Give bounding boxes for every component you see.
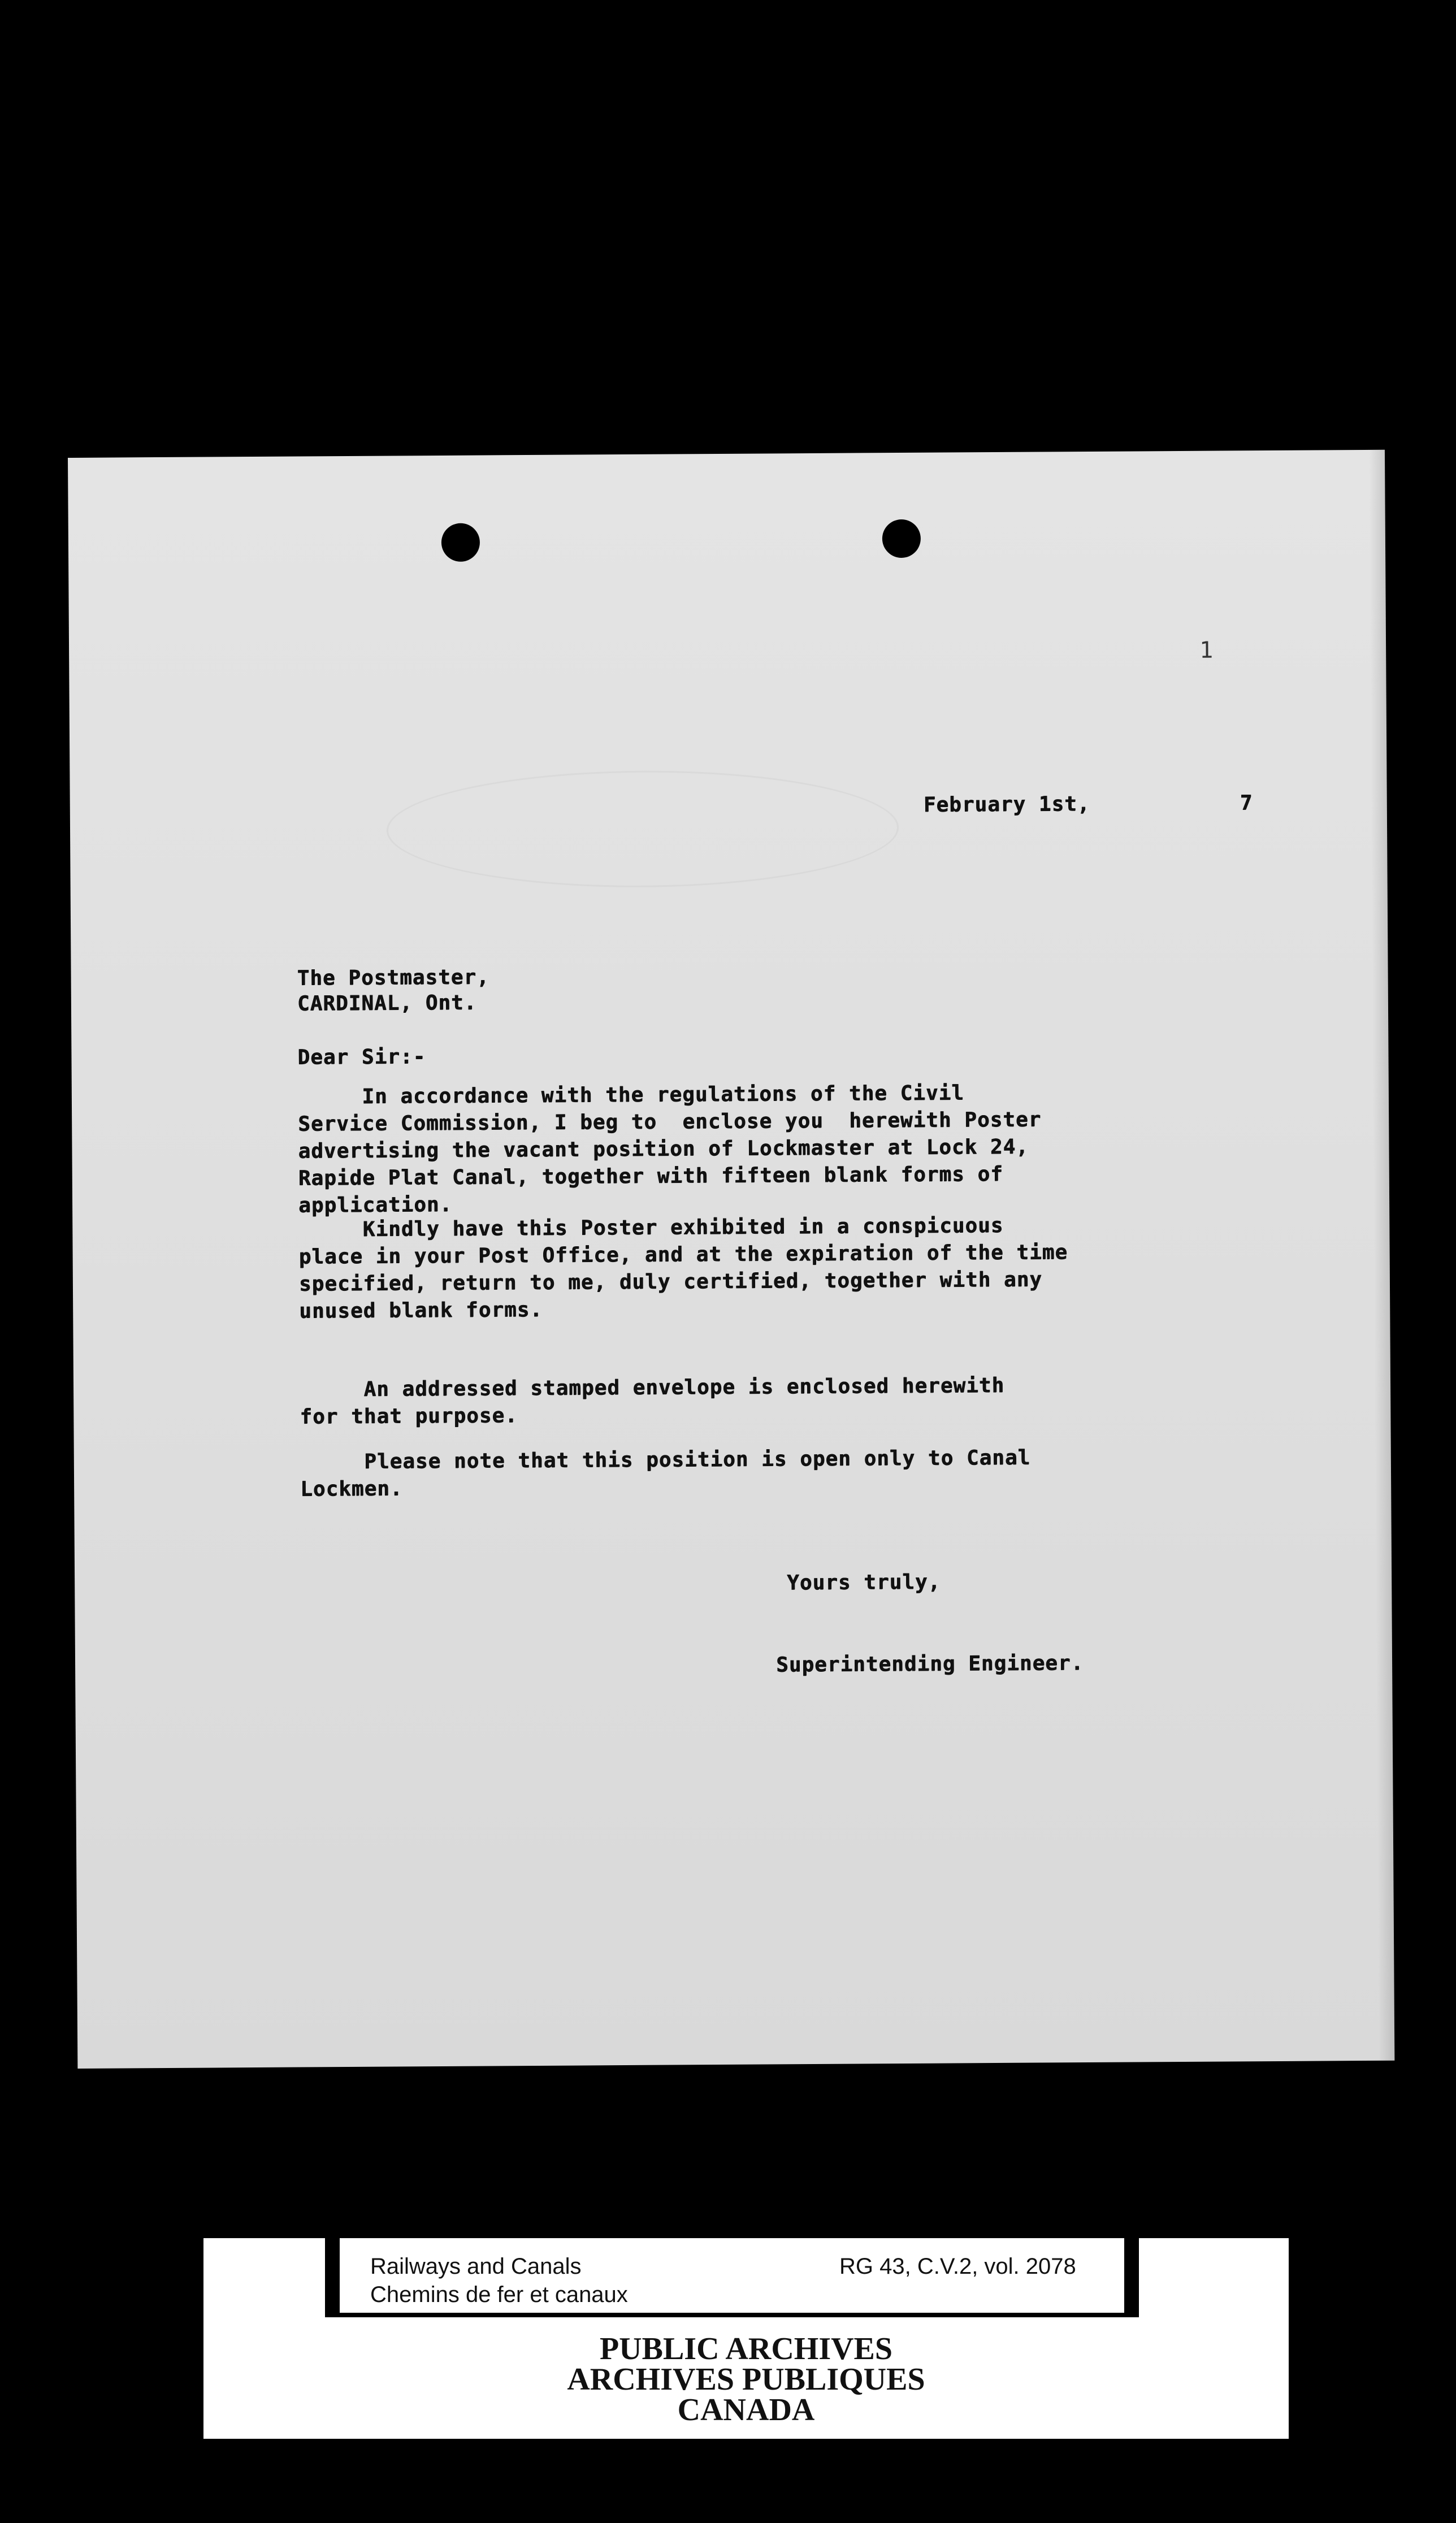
paragraph-line: Please note that this position is open only to Canal [300,1446,1031,1474]
paragraph-line: application. [298,1193,453,1217]
letter-date: February 1st, [923,792,1090,817]
paragraph-line: unused blank forms. [299,1298,543,1323]
fonds-name-english: Railways and Canals [370,2254,582,2279]
archives-label [203,2238,1289,2439]
punch-hole-left [441,523,480,562]
letter-year-digit: 7 [1240,791,1253,815]
page-mark: 1 [1199,637,1214,664]
archives-title-french: ARCHIVES PUBLIQUES [567,2362,925,2397]
body-paragraph-1 [298,1080,1042,1220]
recipient-title: The Postmaster, [297,965,489,990]
paragraph-line: for that purpose. [300,1404,518,1429]
faint-watermark [386,769,899,889]
paragraph-line: An addressed stamped envelope is enclosed herewith [299,1373,1005,1402]
paragraph-line: Rapide Plat Canal, together with fifteen blank forms of [298,1162,1003,1190]
paragraph-line: Kindly have this Poster exhibited in a conspicuous [298,1213,1004,1242]
letter-sheet [68,450,1394,2069]
letter-closing: Yours truly, [787,1570,941,1595]
signature-title: Superintending Engineer. [775,1651,1084,1677]
archival-reference: RG 43, C.V.2, vol. 2078 [839,2254,1076,2279]
paragraph-line: Lockmen. [300,1477,403,1501]
body-paragraph-4 [300,1445,1031,1503]
paragraph-line: In accordance with the regulations of the Civil [297,1081,965,1109]
fonds-name-french: Chemins de fer et canaux [370,2282,628,2307]
archives-reference-box [325,2238,1139,2317]
salutation: Dear Sir:- [297,1045,426,1069]
body-paragraph-3 [300,1372,1005,1431]
paragraph-line: place in your Post Office, and at the expiration of the time [298,1241,1068,1269]
paragraph-line: specified, return to me, duly certified, together with any [298,1268,1043,1296]
recipient-location: CARDINAL, Ont. [297,991,477,1016]
archives-title-country: CANADA [677,2392,815,2427]
paragraph-line: advertising the vacant position of Lockmaster at Lock 24, [298,1135,1029,1163]
body-paragraph-2 [298,1212,1068,1325]
punch-hole-right [882,519,921,558]
archives-title-english: PUBLIC ARCHIVES [599,2331,893,2366]
paragraph-line: Service Commission, I beg to enclose you herewith Poster [298,1108,1042,1136]
